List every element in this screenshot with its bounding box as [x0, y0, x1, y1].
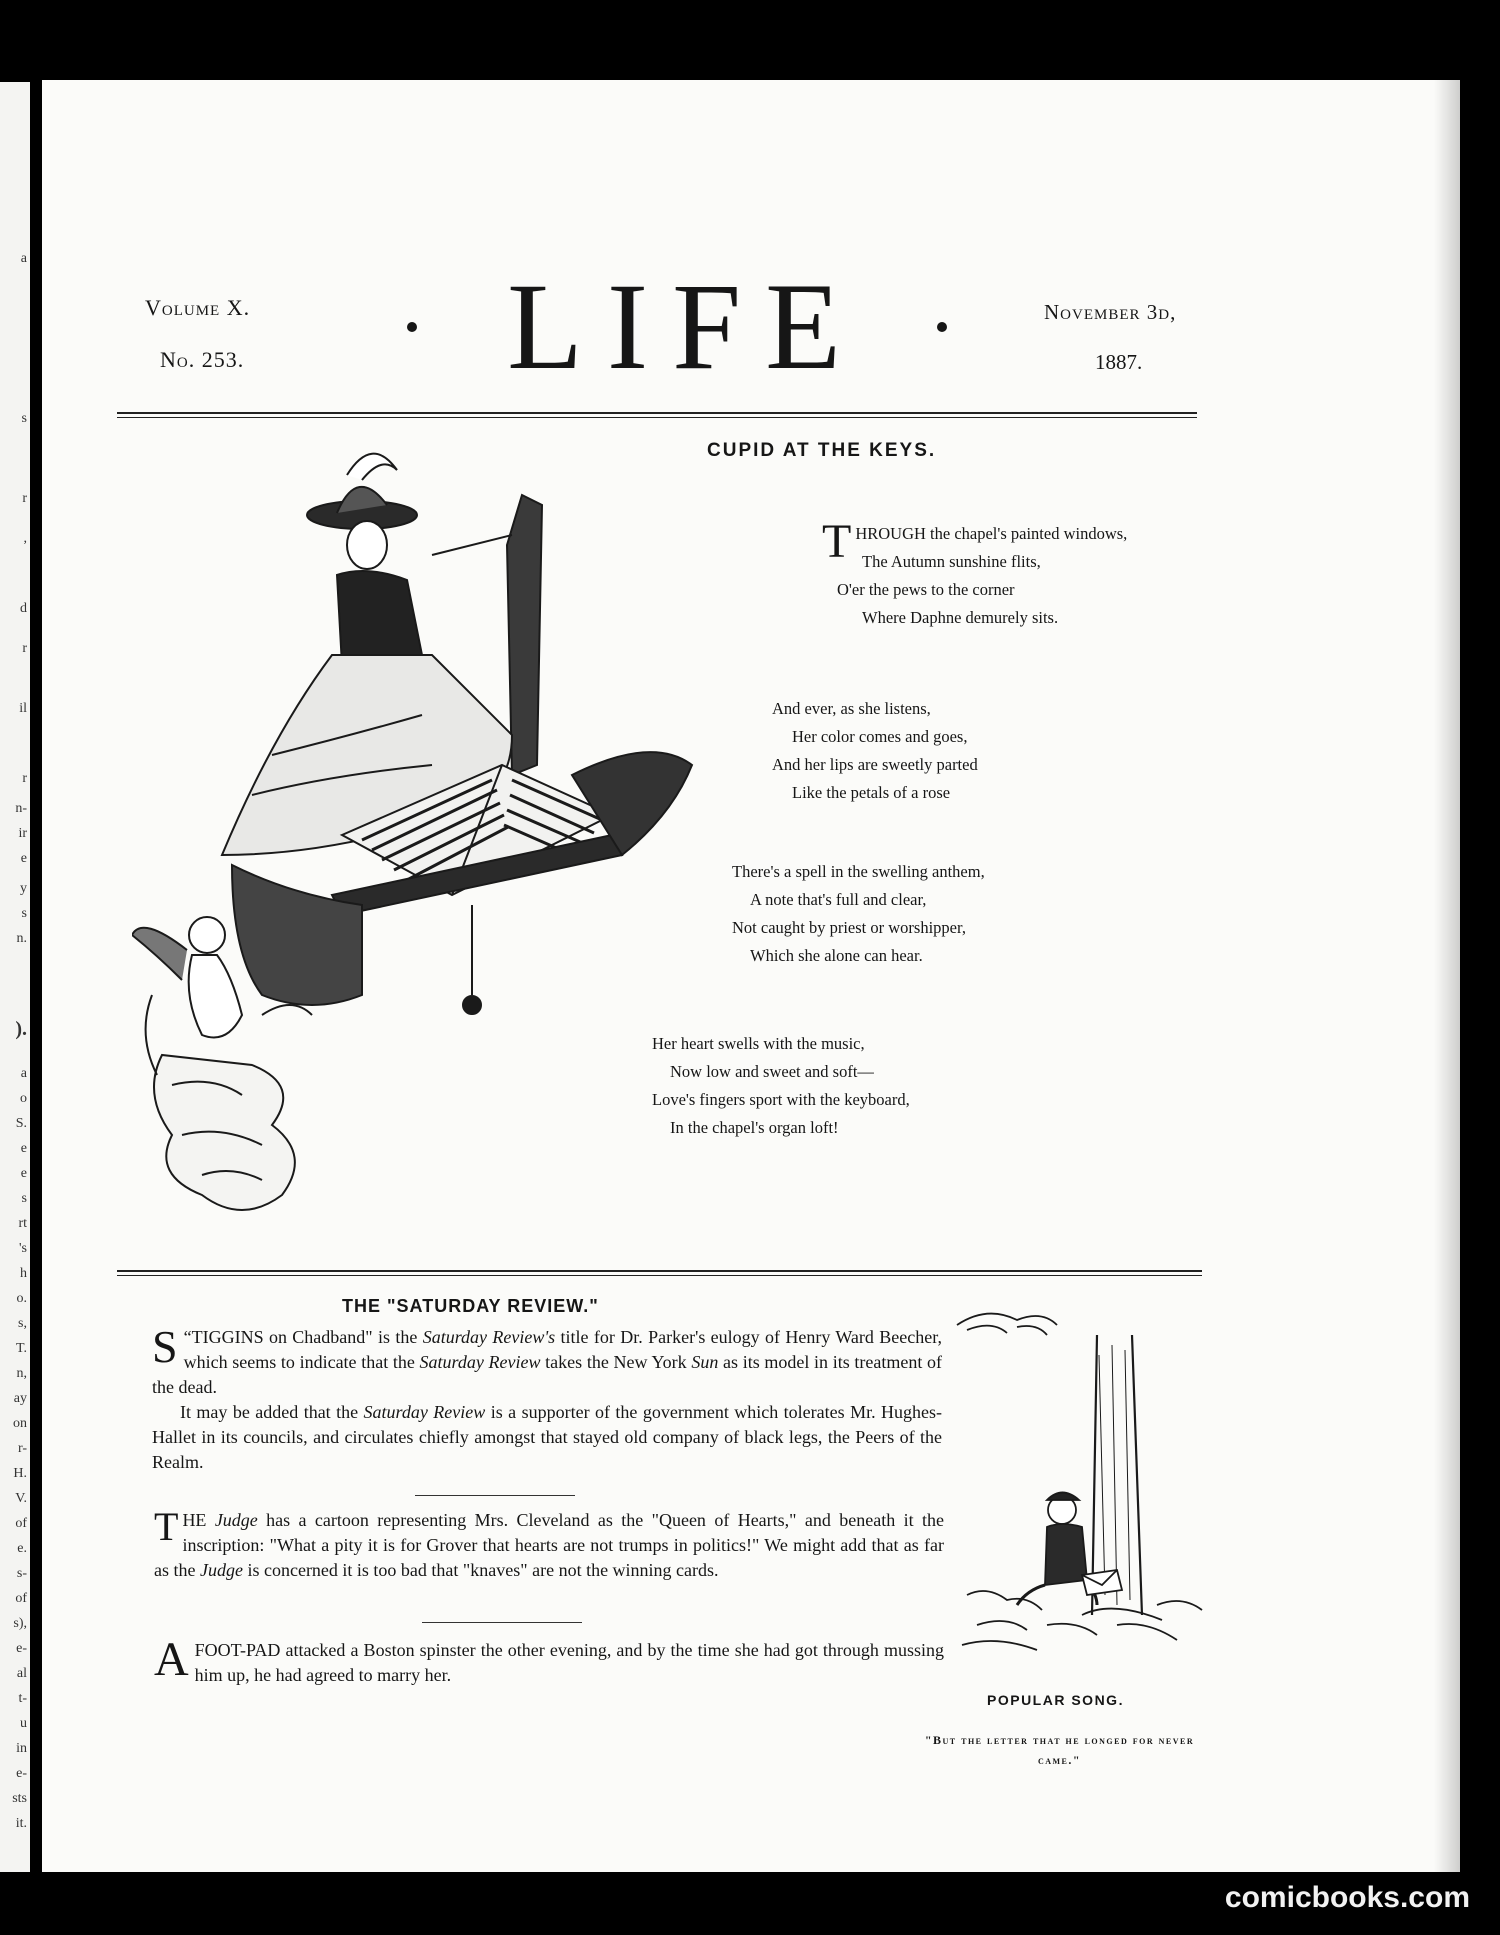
poem-line: Like the petals of a rose	[792, 783, 951, 802]
poem-stanza-4	[652, 1030, 910, 1142]
poem-line: Where Daphne demurely sits.	[862, 608, 1059, 627]
poem-stanza-3	[732, 858, 985, 970]
drop-cap-t: T	[154, 1504, 179, 1549]
cartoon-title: POPULAR SONG.	[987, 1692, 1124, 1708]
issue-year: 1887.	[1095, 350, 1143, 374]
drop-cap-t: T	[822, 515, 852, 568]
paragraph-divider	[422, 1622, 582, 1623]
poem-line: Not caught by priest or worshipper,	[732, 918, 966, 937]
poem-line: Which she alone can hear.	[750, 946, 923, 965]
poem-line: Now low and sweet and soft—	[670, 1062, 874, 1081]
poem-stanza-2	[772, 695, 978, 807]
header-rule	[117, 412, 1197, 418]
poem-line: There's a spell in the swelling anthem,	[732, 862, 985, 881]
poem-line: And ever, as she listens,	[772, 699, 931, 718]
article-paragraph-1: “ S TIGGINS on Chadband" is the Saturday Review's title for Dr. Parker's eulogy of Henry Ward Beecher, which seems to indicate that the Saturday Review takes the New York Sun as its model in its treatment of the dead. It may be added that the Saturday Review is a supporter of the government which tolerates Mr. Hughes-Hallet in its councils, and circulates chiefly amongst that stayed old company of black legs, the Peers of the Realm.	[152, 1321, 943, 1472]
poem-stanza-1	[822, 515, 1128, 632]
paragraph-divider	[415, 1495, 575, 1496]
cartoon-caption: "But the letter that he longed for never came."	[924, 1733, 1195, 1767]
masthead-title: LIFE	[507, 258, 865, 395]
poem-line: A note that's full and clear,	[750, 890, 927, 909]
issue-number: No. 253.	[160, 347, 245, 372]
masthead-dot-right	[937, 322, 947, 332]
drop-cap-a: A	[154, 1633, 189, 1686]
facing-page-edge: a s r , d r il r n- ir e y s n. ). a o S. e e s rt 's h o. s, T. n, ay on r- H. V. of e. s- of s), e- al t- u in e- sts it.	[0, 82, 30, 1872]
article-paragraph-2: THE Judge has a cartoon representing Mrs. Cleveland as the "Queen of Hearts," and beneath it the inscription: "What a pity it is for Grover that hearts are not trumps in politics!" We might add that as far as the Judge is concerned it is too bad that "knaves" are not the winning cards.	[154, 1504, 944, 1580]
drop-cap-s: S	[152, 1321, 178, 1372]
section-rule	[117, 1270, 1202, 1276]
poem-line: Her color comes and goes,	[792, 727, 968, 746]
poem-title: CUPID AT THE KEYS.	[707, 440, 937, 461]
article-title: THE "SATURDAY REVIEW."	[342, 1296, 599, 1316]
magazine-page	[42, 80, 1460, 1872]
poem-line: And her lips are sweetly parted	[772, 755, 978, 774]
volume-label: Volume X.	[145, 295, 251, 320]
popular-song-cartoon	[947, 1295, 1217, 1665]
poem-line: Her heart swells with the music,	[652, 1034, 865, 1053]
poem-line: Love's fingers sport with the keyboard,	[652, 1090, 910, 1109]
watermark: comicbooks.com	[1224, 1881, 1470, 1914]
poem-line: The Autumn sunshine flits,	[862, 552, 1041, 571]
poem-line: O'er the pews to the corner	[837, 580, 1015, 599]
issue-date: November 3d,	[1044, 300, 1177, 324]
masthead-dot-left	[407, 322, 417, 332]
article-paragraph-3: A FOOT-PAD attacked a Boston spinster the other evening, and by the time she had got through mussing him up, he had agreed to marry her.	[154, 1633, 944, 1686]
masthead	[407, 258, 947, 395]
poem-line: In the chapel's organ loft!	[670, 1118, 839, 1137]
poem-line: HROUGH the chapel's painted windows,	[855, 524, 1128, 543]
organ-illustration	[132, 435, 762, 1295]
